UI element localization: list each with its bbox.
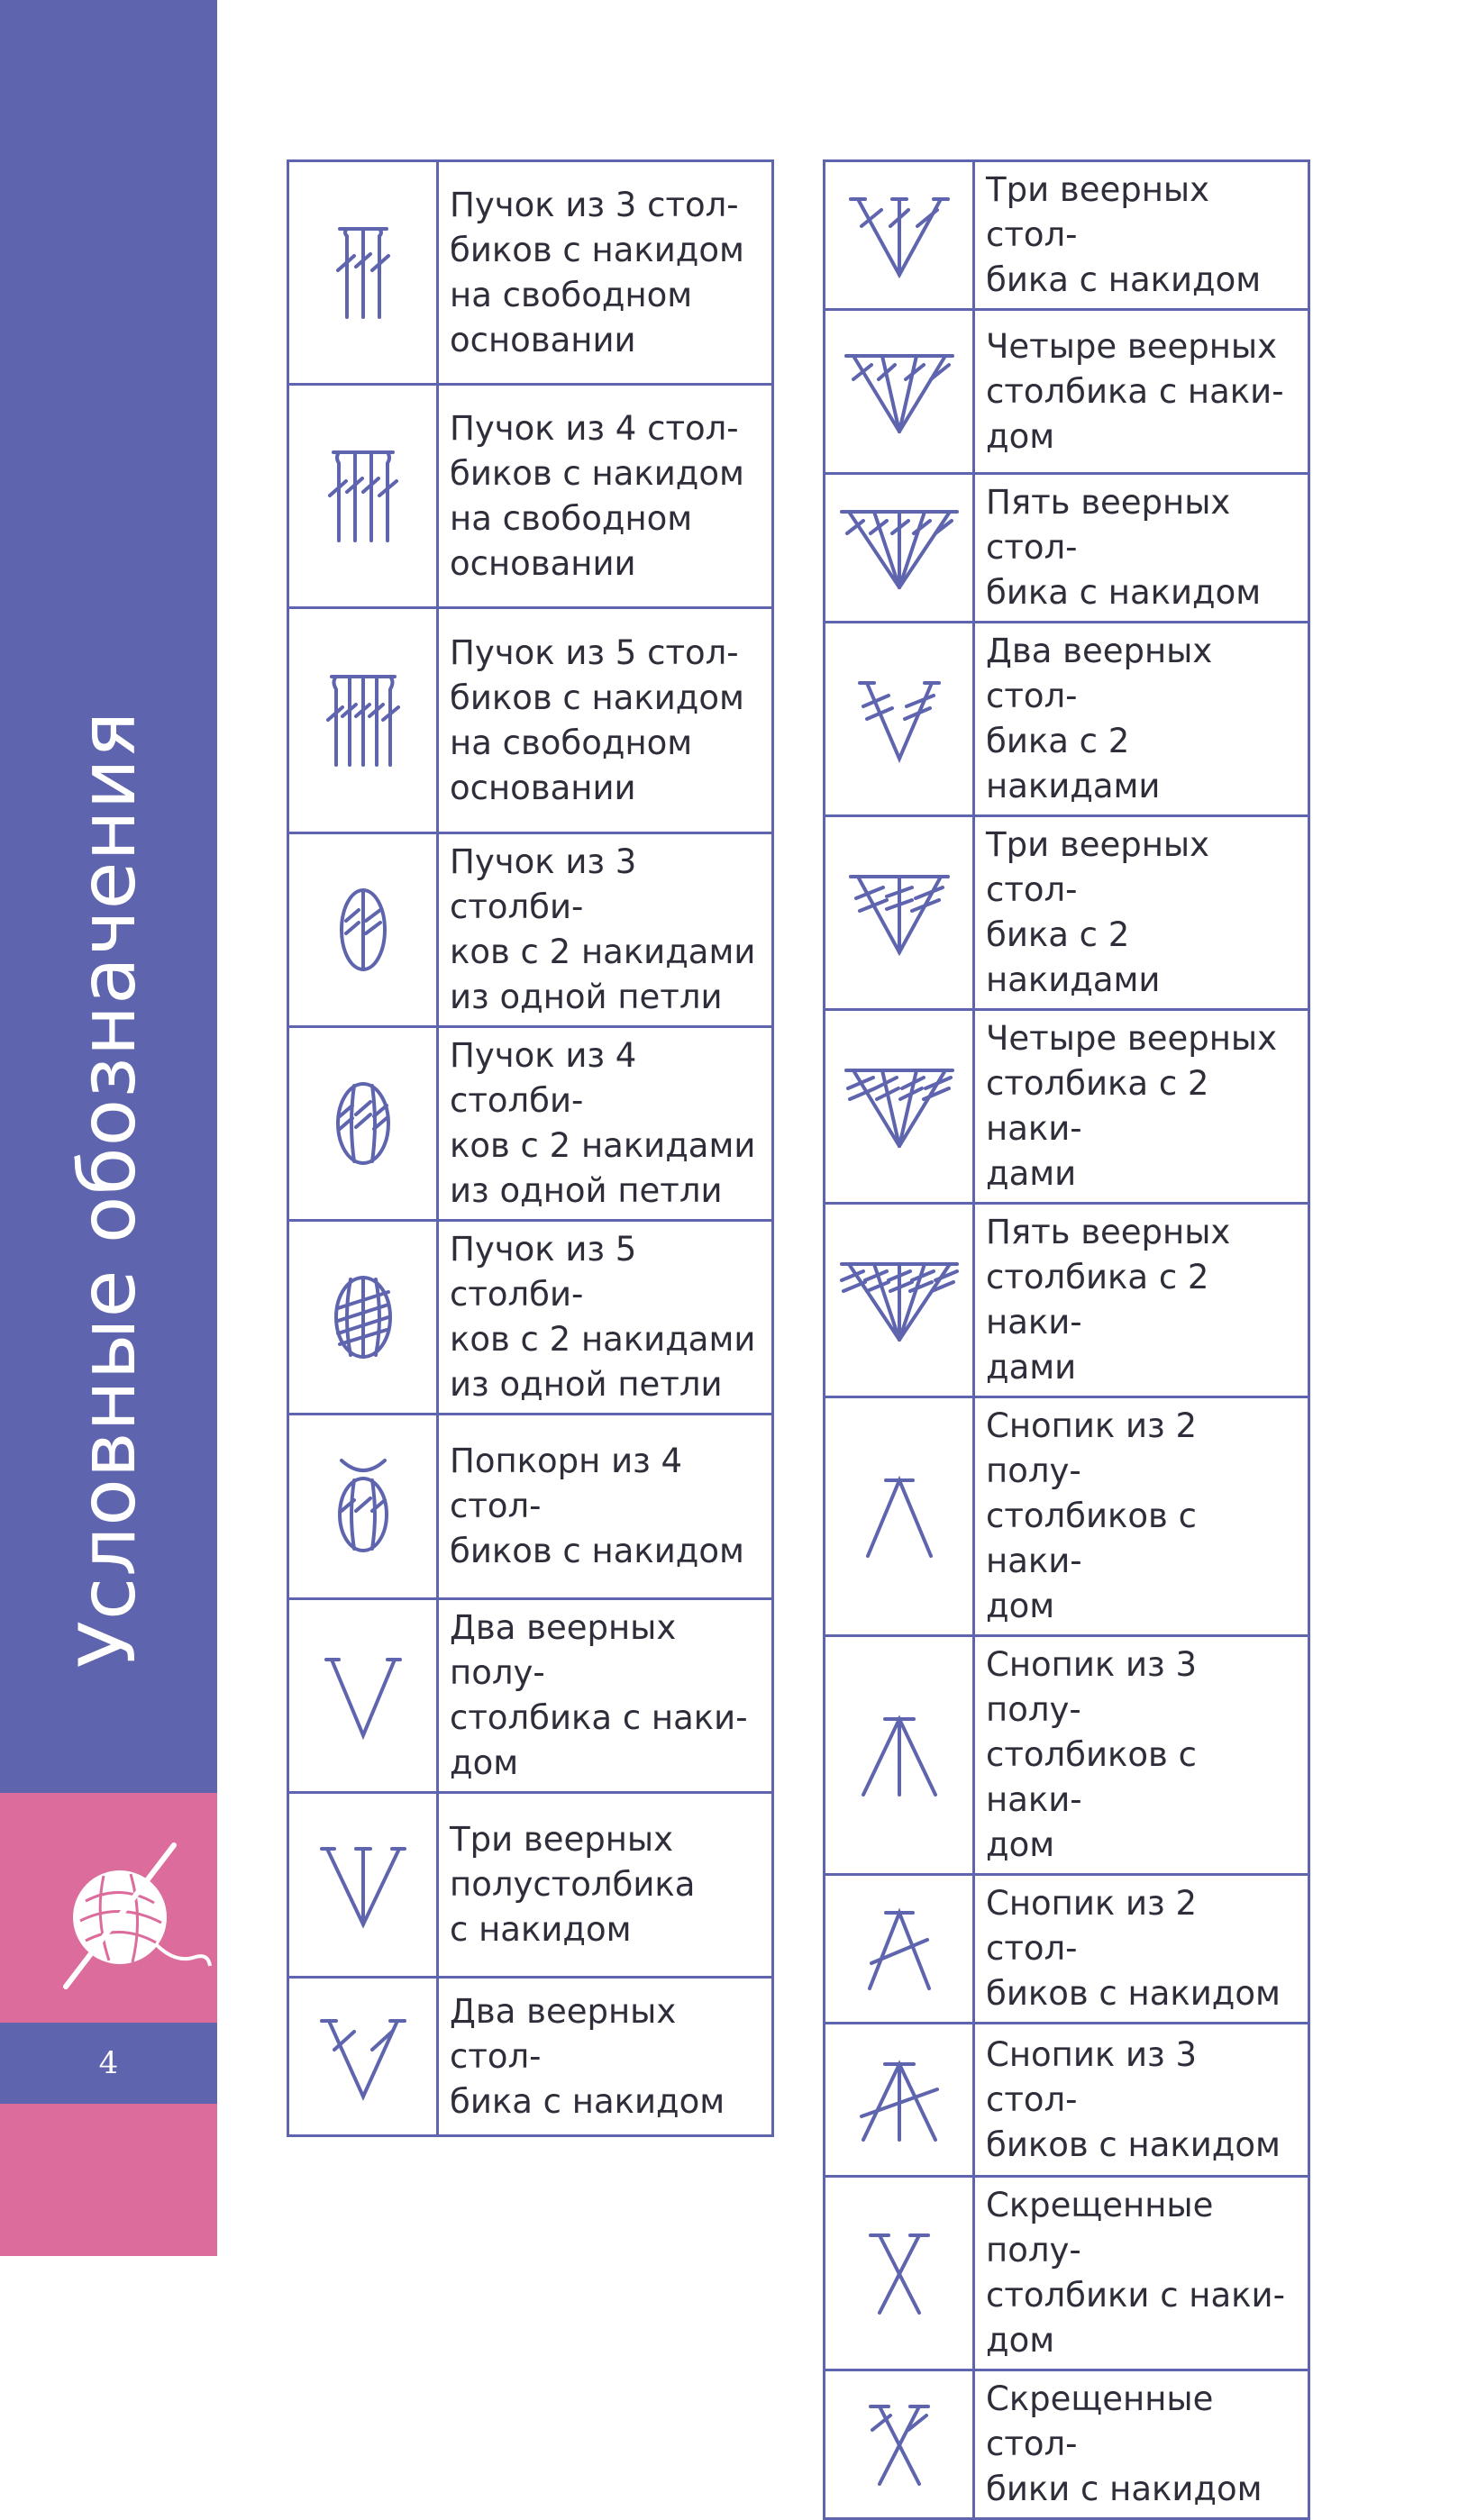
legend-description: Пучок из 5 стол- биков с накидом на свободном основании (438, 608, 773, 833)
symbol-cell (825, 2024, 974, 2177)
popcorn-4-dc-icon (329, 1457, 397, 1556)
symbol-cell (825, 1397, 974, 1636)
legend-row (288, 161, 773, 385)
symbol-cell (825, 1875, 974, 2024)
sidebar-bottom-band (0, 2104, 217, 2256)
symbol-cell (288, 1221, 438, 1415)
legend-description: Пучок из 4 столби- ков с 2 накидами из одной петли (438, 1027, 773, 1221)
fan-5-tr-icon (838, 1255, 961, 1345)
legend-row (825, 2370, 1309, 2519)
section-title: Условные обозначения (63, 710, 153, 1669)
fan-3-hdc-icon (318, 1840, 408, 1930)
legend-description: Четыре веерных столбика с наки- дом (974, 310, 1309, 474)
legend-description: Два веерных полу- столбика с наки- дом (438, 1599, 773, 1793)
symbol-cell (288, 385, 438, 608)
fan-4-tr-icon (841, 1061, 958, 1151)
legend-description: Три веерных стол- бика с накидом (974, 161, 1309, 310)
crossed-hdc-icon (863, 2228, 935, 2318)
symbol-cell (288, 1793, 438, 1978)
legend-description: Пять веерных столбика с 2 наки- дами (974, 1204, 1309, 1397)
legend-row (825, 161, 1309, 310)
puff-5-tr-one-loop-icon (327, 1272, 399, 1362)
fan-4-dc-icon (841, 347, 958, 437)
puff-3-dc-free-base-icon (327, 223, 399, 323)
symbol-cell (825, 2370, 974, 2519)
legend-description: Снопик из 3 полу- столбиков с наки- дом (974, 1636, 1309, 1875)
legend-description: Снопик из 3 стол- биков с накидом (974, 2024, 1309, 2177)
symbol-cell (288, 1599, 438, 1793)
cluster-3-dc-icon (854, 2055, 944, 2145)
legend-row (825, 816, 1309, 1010)
legend-row (825, 1397, 1309, 1636)
fan-5-dc-icon (838, 503, 961, 593)
legend-row (825, 623, 1309, 816)
legend-description: Пучок из 3 столби- ков с 2 накидами из одной петли (438, 833, 773, 1027)
legend-row (288, 1221, 773, 1415)
crossed-dc-icon (863, 2399, 935, 2489)
yarn-ball-hook-icon (50, 1838, 212, 1991)
legend-description: Снопик из 2 стол- биков с накидом (974, 1875, 1309, 2024)
legend-row (288, 1793, 773, 1978)
symbol-cell (288, 833, 438, 1027)
legend-description: Пять веерных стол- бика с накидом (974, 474, 1309, 623)
legend-row (288, 833, 773, 1027)
legend-table-right (823, 159, 1310, 2520)
symbol-cell (288, 1978, 438, 2136)
page-number: 4 (98, 2045, 119, 2081)
legend-description: Скрещенные полу- столбики с наки- дом (974, 2177, 1309, 2370)
legend-description: Два веерных стол- бика с 2 накидами (974, 623, 1309, 816)
cluster-2-hdc-icon (859, 1471, 940, 1561)
puff-3-tr-one-loop-icon (332, 885, 395, 975)
fan-2-tr-icon (854, 674, 944, 764)
legend-row (825, 2024, 1309, 2177)
legend-row (288, 1978, 773, 2136)
legend-row (825, 310, 1309, 474)
legend-description: Три веерных стол- бика с 2 накидами (974, 816, 1309, 1010)
legend-description: Попкорн из 4 стол- биков с накидом (438, 1415, 773, 1599)
fan-2-dc-icon (318, 2012, 408, 2102)
cluster-2-dc-icon (859, 1904, 940, 1994)
symbol-cell (288, 1415, 438, 1599)
symbol-cell (825, 161, 974, 310)
legend-row (825, 1204, 1309, 1397)
symbol-cell (825, 1636, 974, 1875)
legend-description: Пучок из 3 стол- биков с накидом на свободном основании (438, 161, 773, 385)
symbol-cell (825, 310, 974, 474)
legend-description: Два веерных стол- бика с накидом (438, 1978, 773, 2136)
fan-3-dc-icon (845, 190, 953, 280)
legend-row (825, 1875, 1309, 2024)
legend-description: Пучок из 4 стол- биков с накидом на свободном основании (438, 385, 773, 608)
symbol-cell (825, 816, 974, 1010)
legend-row (825, 2177, 1309, 2370)
legend-description: Пучок из 5 столби- ков с 2 накидами из одной петли (438, 1221, 773, 1415)
legend-row (288, 1599, 773, 1793)
fan-3-tr-icon (845, 868, 953, 958)
legend-row (825, 1636, 1309, 1875)
fan-2-hdc-icon (323, 1651, 404, 1741)
legend-table-left (287, 159, 774, 2137)
legend-row (288, 385, 773, 608)
symbol-cell (825, 474, 974, 623)
legend-description: Скрещенные стол- бики с накидом (974, 2370, 1309, 2519)
symbol-cell (825, 2177, 974, 2370)
symbol-cell (288, 161, 438, 385)
symbol-cell (825, 1204, 974, 1397)
symbol-cell (825, 1010, 974, 1204)
puff-5-dc-free-base-icon (323, 671, 404, 770)
legend-row (825, 1010, 1309, 1204)
legend-row (288, 1027, 773, 1221)
legend-row (288, 1415, 773, 1599)
legend-description: Снопик из 2 полу- столбиков с наки- дом (974, 1397, 1309, 1636)
symbol-cell (288, 1027, 438, 1221)
puff-4-tr-one-loop-icon (329, 1078, 397, 1169)
legend-row (825, 474, 1309, 623)
legend-row (288, 608, 773, 833)
cluster-3-hdc-icon (854, 1710, 944, 1800)
legend-description: Три веерных полустолбика с накидом (438, 1793, 773, 1978)
symbol-cell (288, 608, 438, 833)
puff-4-dc-free-base-icon (323, 447, 404, 546)
symbol-cell (825, 623, 974, 816)
legend-description: Четыре веерных столбика с 2 наки- дами (974, 1010, 1309, 1204)
